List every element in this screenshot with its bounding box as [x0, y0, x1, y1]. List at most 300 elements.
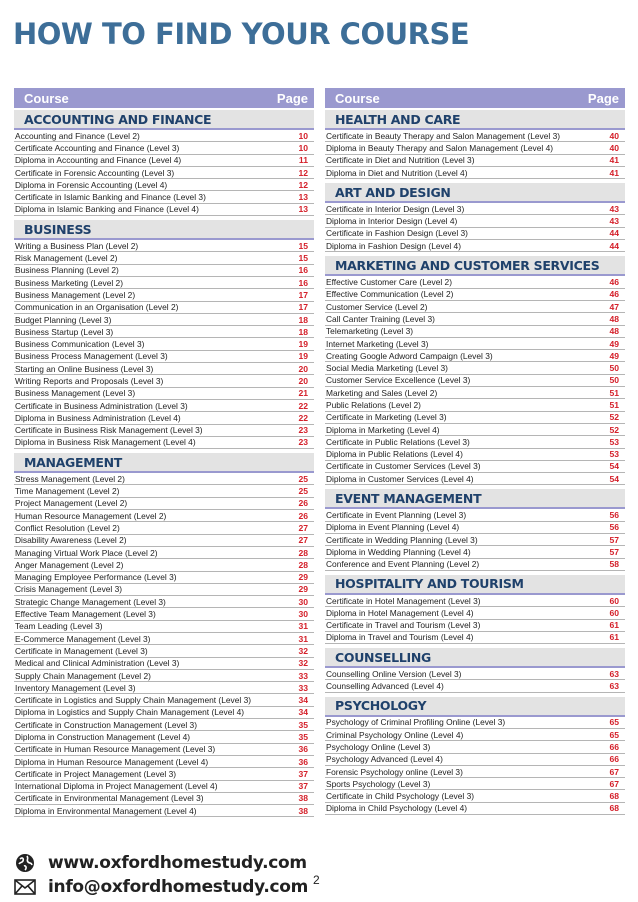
- course-page-number: 16: [298, 265, 308, 276]
- course-name: Certificate in Interior Design (Level 3): [326, 203, 465, 214]
- course-name: Diploma in Business Risk Management (Level 4): [15, 437, 196, 448]
- course-name: Certificate in Business Administration (Level 3): [15, 400, 188, 411]
- course-page-number: 63: [609, 681, 619, 692]
- course-row[interactable]: [325, 399, 625, 411]
- course-page-number: 52: [609, 424, 619, 435]
- course-name: Forensic Psychology online (Level 3): [326, 766, 463, 777]
- section-heading: [14, 453, 314, 473]
- course-page-number: 44: [609, 228, 619, 239]
- course-name: Certificate in Management (Level 3): [15, 645, 148, 656]
- course-name: Writing a Business Plan (Level 2): [15, 240, 139, 251]
- course-page-number: 68: [609, 791, 619, 802]
- course-name: Accounting and Finance (Level 2): [15, 130, 140, 141]
- course-row[interactable]: [325, 142, 625, 154]
- course-row[interactable]: [14, 658, 314, 670]
- course-row[interactable]: [325, 717, 625, 729]
- course-name: Marketing and Sales (Level 2): [326, 387, 438, 398]
- course-name: Diploma in Wedding Planning (Level 4): [326, 546, 471, 557]
- section-heading-label: HOSPITALITY AND TOURISM: [335, 576, 524, 592]
- course-row[interactable]: [325, 595, 625, 607]
- course-page-number: 31: [298, 621, 308, 632]
- course-row[interactable]: [14, 559, 314, 571]
- course-page-number: 25: [298, 473, 308, 484]
- course-page-number: 22: [298, 412, 308, 423]
- course-row[interactable]: [14, 204, 314, 216]
- course-row[interactable]: [325, 766, 625, 778]
- course-row[interactable]: [325, 449, 625, 461]
- course-name: Diploma in Hotel Management (Level 4): [326, 607, 474, 618]
- course-page-number: 32: [298, 645, 308, 656]
- course-name: Disability Awareness (Level 2): [15, 535, 127, 546]
- course-row[interactable]: [325, 754, 625, 766]
- course-page-number: 60: [609, 607, 619, 618]
- course-row[interactable]: [14, 707, 314, 719]
- course-name: Human Resource Management (Level 2): [15, 510, 167, 521]
- course-name: Certificate in Beauty Therapy and Salon Management (Level 3): [326, 130, 561, 141]
- course-page-number: 20: [298, 363, 308, 374]
- course-name: Diploma in Beauty Therapy and Salon Management (Level 4): [326, 142, 554, 153]
- section-heading: [14, 110, 314, 130]
- course-name: Diploma in Business Administration (Level 4): [15, 412, 181, 423]
- course-name: Certificate in Hotel Management (Level 3): [326, 595, 481, 606]
- course-name: Supply Chain Management (Level 2): [15, 670, 151, 681]
- course-row[interactable]: [14, 167, 314, 179]
- course-page-number: 61: [609, 632, 619, 643]
- course-row[interactable]: [14, 326, 314, 338]
- course-page-number: 18: [298, 326, 308, 337]
- section-heading-label: PSYCHOLOGY: [335, 698, 427, 714]
- course-row[interactable]: [14, 744, 314, 756]
- course-page-number: 34: [298, 695, 308, 706]
- section-heading-label: COUNSELLING: [335, 649, 431, 665]
- course-row[interactable]: [325, 276, 625, 288]
- course-row[interactable]: [325, 632, 625, 644]
- course-name: Starting an Online Business (Level 3): [15, 363, 154, 374]
- course-page-number: 56: [609, 510, 619, 521]
- course-name: Inventory Management (Level 3): [15, 682, 136, 693]
- course-row[interactable]: [14, 805, 314, 817]
- course-row[interactable]: [14, 596, 314, 608]
- page-column-label: Page: [276, 90, 308, 106]
- course-page-number: 41: [609, 167, 619, 178]
- course-page-number: 27: [298, 535, 308, 546]
- course-page-number: 33: [298, 682, 308, 693]
- course-row[interactable]: [325, 155, 625, 167]
- course-page-number: 57: [609, 534, 619, 545]
- course-page-number: 36: [298, 744, 308, 755]
- course-row[interactable]: [14, 289, 314, 301]
- course-row[interactable]: [325, 313, 625, 325]
- course-row[interactable]: [325, 607, 625, 619]
- course-row[interactable]: [325, 668, 625, 680]
- course-page-number: 51: [609, 399, 619, 410]
- course-page-number: 11: [298, 155, 308, 166]
- course-row[interactable]: [14, 191, 314, 203]
- course-page-number: 30: [298, 596, 308, 607]
- course-page-number: 51: [609, 387, 619, 398]
- course-name: Counselling Advanced (Level 4): [326, 681, 444, 692]
- course-page-number: 38: [298, 805, 308, 816]
- course-page-number: 37: [298, 768, 308, 779]
- course-page-number: 23: [298, 425, 308, 436]
- course-page-number: 52: [609, 412, 619, 423]
- course-name: Diploma in Event Planning (Level 4): [326, 522, 460, 533]
- course-page-number: 44: [609, 240, 619, 251]
- course-row[interactable]: [14, 498, 314, 510]
- course-row[interactable]: [14, 719, 314, 731]
- course-row[interactable]: [14, 338, 314, 350]
- course-page-number: 12: [298, 167, 308, 178]
- course-row[interactable]: [14, 682, 314, 694]
- course-row[interactable]: [325, 301, 625, 313]
- course-row[interactable]: [325, 741, 625, 753]
- course-page-number: 58: [609, 559, 619, 570]
- course-row[interactable]: [14, 400, 314, 412]
- course-page-number: 22: [298, 400, 308, 411]
- course-row[interactable]: [325, 326, 625, 338]
- course-name: Certificate in Business Risk Management (Level 3): [15, 425, 203, 436]
- course-name: Certificate in Environmental Management (Level 3): [15, 793, 204, 804]
- course-name: Certificate in Diet and Nutrition (Level 3): [326, 155, 475, 166]
- course-page-number: 48: [609, 326, 619, 337]
- course-page-number: 41: [609, 155, 619, 166]
- course-page-number: 63: [609, 668, 619, 679]
- course-row[interactable]: [325, 289, 625, 301]
- course-name: Call Canter Training (Level 3): [326, 313, 435, 324]
- course-row[interactable]: [325, 778, 625, 790]
- course-row[interactable]: [325, 436, 625, 448]
- course-page-number: 30: [298, 609, 308, 620]
- course-name: Diploma in Diet and Nutrition (Level 4): [326, 167, 468, 178]
- course-name: Business Management (Level 3): [15, 388, 136, 399]
- course-page-number: 53: [609, 436, 619, 447]
- course-page-number: 18: [298, 314, 308, 325]
- course-name: Certificate in Child Psychology (Level 3): [326, 791, 475, 802]
- course-name: Diploma in Logistics and Supply Chain Management (Level 4): [15, 707, 245, 718]
- course-name: Project Management (Level 2): [15, 498, 128, 509]
- course-page-number: 36: [298, 756, 308, 767]
- section-heading-label: EVENT MANAGEMENT: [335, 490, 482, 506]
- website-row: [14, 851, 308, 875]
- course-row[interactable]: [325, 375, 625, 387]
- course-row[interactable]: [14, 645, 314, 657]
- course-row[interactable]: [325, 534, 625, 546]
- course-row[interactable]: [14, 130, 314, 142]
- course-page-number: 43: [609, 203, 619, 214]
- course-name: Diploma in Fashion Design (Level 4): [326, 240, 461, 251]
- section-heading-label: HEALTH AND CARE: [335, 111, 461, 127]
- course-name: Criminal Psychology Online (Level 4): [326, 729, 464, 740]
- course-name: Social Media Marketing (Level 3): [326, 363, 448, 374]
- course-row[interactable]: [325, 412, 625, 424]
- course-row[interactable]: [325, 790, 625, 802]
- course-row[interactable]: [325, 387, 625, 399]
- course-page-number: 10: [298, 130, 308, 141]
- course-page-number: 53: [609, 449, 619, 460]
- course-row[interactable]: [14, 793, 314, 805]
- right-course-column: [325, 88, 625, 815]
- course-name: Effective Communication (Level 2): [326, 289, 454, 300]
- section-heading-label: BUSINESS: [24, 221, 92, 237]
- course-row[interactable]: [14, 437, 314, 449]
- course-row[interactable]: [14, 155, 314, 167]
- course-page-number: 16: [298, 277, 308, 288]
- course-name: Certificate in Forensic Accounting (Level 3): [15, 167, 175, 178]
- course-row[interactable]: [325, 680, 625, 692]
- page-number: 2: [313, 873, 320, 887]
- course-row[interactable]: [14, 694, 314, 706]
- section-heading-label: MANAGEMENT: [24, 454, 123, 470]
- course-row[interactable]: [325, 130, 625, 142]
- course-name: Diploma in Environmental Management (Level 4): [15, 805, 197, 816]
- course-row[interactable]: [14, 240, 314, 252]
- course-row[interactable]: [325, 522, 625, 534]
- course-name: Business Communication (Level 3): [15, 339, 145, 350]
- course-page-number: 29: [298, 572, 308, 583]
- course-row[interactable]: [14, 363, 314, 375]
- course-row[interactable]: [325, 424, 625, 436]
- left-course-column: [14, 88, 314, 817]
- course-page-number: 13: [298, 192, 308, 203]
- course-page-number: 68: [609, 803, 619, 814]
- course-page-number: 28: [298, 547, 308, 558]
- course-name: Public Relations (Level 2): [326, 399, 421, 410]
- course-row[interactable]: [14, 522, 314, 534]
- course-row[interactable]: [325, 473, 625, 485]
- course-name: Budget Planning (Level 3): [15, 314, 112, 325]
- course-name: Psychology Advanced (Level 4): [326, 754, 443, 765]
- course-page-number: 66: [609, 741, 619, 752]
- course-row[interactable]: [14, 584, 314, 596]
- section-heading: [325, 183, 625, 203]
- course-page-number: 21: [298, 388, 308, 399]
- course-name: Time Management (Level 2): [15, 486, 120, 497]
- course-page-number: 61: [609, 620, 619, 631]
- course-row[interactable]: [14, 756, 314, 768]
- course-name: Certificate in Event Planning (Level 3): [326, 510, 467, 521]
- course-page-number: 65: [609, 717, 619, 728]
- course-row[interactable]: [14, 388, 314, 400]
- course-page-number: 26: [298, 510, 308, 521]
- course-name: Diploma in Marketing (Level 4): [326, 424, 440, 435]
- email-link[interactable]: info@oxfordhomestudy.com: [48, 877, 309, 897]
- section-heading-label: ART AND DESIGN: [335, 184, 451, 200]
- course-column-label: Course: [335, 90, 380, 106]
- course-name: International Diploma in Project Management (Level 4): [15, 781, 218, 792]
- course-row[interactable]: [14, 314, 314, 326]
- column-header: [14, 88, 314, 108]
- course-row[interactable]: [14, 473, 314, 485]
- course-page-number: 15: [298, 240, 308, 251]
- course-name: Psychology Online (Level 3): [326, 741, 431, 752]
- section-heading: [325, 110, 625, 130]
- course-name: Effective Team Management (Level 3): [15, 609, 156, 620]
- course-row[interactable]: [14, 142, 314, 154]
- course-row[interactable]: [325, 362, 625, 374]
- course-name: Medical and Clinical Administration (Level 3): [15, 658, 180, 669]
- course-row[interactable]: [14, 535, 314, 547]
- course-name: Anger Management (Level 2): [15, 559, 124, 570]
- course-name: Certificate in Construction Management (Level 3): [15, 719, 198, 730]
- envelope-icon: [14, 877, 36, 897]
- course-page-number: 57: [609, 546, 619, 557]
- course-row[interactable]: [325, 546, 625, 558]
- course-page-number: 27: [298, 522, 308, 533]
- course-name: Business Startup (Level 3): [15, 326, 114, 337]
- email-row: [14, 875, 308, 899]
- course-name: Diploma in Public Relations (Level 4): [326, 449, 463, 460]
- page-column-label: Page: [587, 90, 619, 106]
- course-row[interactable]: [14, 621, 314, 633]
- course-page-number: 26: [298, 498, 308, 509]
- contact-footer: [14, 851, 308, 899]
- course-page-number: 35: [298, 732, 308, 742]
- course-row[interactable]: [325, 350, 625, 362]
- course-row[interactable]: [14, 510, 314, 522]
- course-name: Customer Service (Level 2): [326, 301, 428, 312]
- course-name: Certificate in Public Relations (Level 3): [326, 436, 470, 447]
- course-page-number: 40: [609, 142, 619, 153]
- section-heading: [325, 575, 625, 595]
- course-row[interactable]: [325, 461, 625, 473]
- course-row[interactable]: [325, 509, 625, 521]
- course-name: Conflict Resolution (Level 2): [15, 522, 120, 533]
- course-row[interactable]: [14, 302, 314, 314]
- section-heading: [325, 489, 625, 509]
- course-page-number: 35: [298, 719, 308, 730]
- course-row[interactable]: [325, 729, 625, 741]
- course-name: Psychology of Criminal Profiling Online (Level 3): [326, 717, 506, 728]
- course-name: Certificate in Marketing (Level 3): [326, 412, 447, 423]
- course-row[interactable]: [14, 547, 314, 559]
- course-page-number: 19: [298, 351, 308, 362]
- course-row[interactable]: [14, 252, 314, 264]
- course-page-number: 66: [609, 754, 619, 765]
- course-row[interactable]: [325, 559, 625, 571]
- course-page-number: 33: [298, 670, 308, 681]
- course-name: Certificate in Wedding Planning (Level 3): [326, 534, 478, 545]
- course-row[interactable]: [325, 167, 625, 179]
- course-page-number: 20: [298, 375, 308, 386]
- course-page-number: 17: [298, 302, 308, 313]
- course-name: Writing Reports and Proposals (Level 3): [15, 375, 164, 386]
- course-row[interactable]: [14, 375, 314, 387]
- section-heading: [325, 648, 625, 668]
- course-row[interactable]: [14, 277, 314, 289]
- course-name: Diploma in Accounting and Finance (Level 4): [15, 155, 182, 166]
- course-name: Communication in an Organisation (Level 2): [15, 302, 179, 313]
- course-name: Business Process Management (Level 3): [15, 351, 168, 362]
- course-row[interactable]: [325, 203, 625, 215]
- course-page-number: 31: [298, 633, 308, 644]
- course-row[interactable]: [14, 731, 314, 743]
- course-name: Diploma in Interior Design (Level 4): [326, 216, 458, 227]
- course-page-number: 40: [609, 130, 619, 141]
- course-row[interactable]: [14, 485, 314, 497]
- course-row[interactable]: [14, 351, 314, 363]
- course-name: Certificate in Customer Services (Level 3): [326, 461, 481, 472]
- course-page-number: 38: [298, 793, 308, 804]
- course-page-number: 56: [609, 522, 619, 533]
- course-name: Internet Marketing (Level 3): [326, 338, 429, 349]
- course-row[interactable]: [14, 608, 314, 620]
- course-page-number: 32: [298, 658, 308, 669]
- course-row[interactable]: [14, 425, 314, 437]
- course-row[interactable]: [325, 803, 625, 815]
- course-row[interactable]: [14, 670, 314, 682]
- course-row[interactable]: [14, 265, 314, 277]
- course-name: Certificate in Islamic Banking and Finance (Level 3): [15, 192, 206, 203]
- course-name: Diploma in Customer Services (Level 4): [326, 473, 474, 484]
- course-page-number: 43: [609, 216, 619, 227]
- course-page-number: 50: [609, 375, 619, 386]
- course-row[interactable]: [325, 240, 625, 252]
- course-row[interactable]: [14, 633, 314, 645]
- section-heading: [325, 697, 625, 717]
- course-name: Crisis Management (Level 3): [15, 584, 123, 595]
- course-name: Strategic Change Management (Level 3): [15, 596, 166, 607]
- section-heading: [14, 220, 314, 240]
- course-page-number: 54: [609, 473, 619, 484]
- course-row[interactable]: [14, 179, 314, 191]
- course-name: Risk Management (Level 2): [15, 253, 118, 264]
- course-name: Team Leading (Level 3): [15, 621, 103, 632]
- course-name: Managing Employee Performance (Level 3): [15, 572, 177, 583]
- course-row[interactable]: [14, 781, 314, 793]
- website-link[interactable]: www.oxfordhomestudy.com: [48, 853, 307, 873]
- course-column-label: Course: [24, 90, 69, 106]
- course-page-number: 19: [298, 339, 308, 350]
- course-row[interactable]: [325, 338, 625, 350]
- course-name: Managing Virtual Work Place (Level 2): [15, 547, 158, 558]
- course-name: Diploma in Construction Management (Level 4): [15, 732, 191, 742]
- course-page-number: 48: [609, 313, 619, 324]
- course-page-number: 67: [609, 766, 619, 777]
- course-page-number: 50: [609, 363, 619, 374]
- course-page-number: 25: [298, 486, 308, 497]
- column-header: [325, 88, 625, 108]
- course-row[interactable]: [14, 572, 314, 584]
- course-page-number: 60: [609, 595, 619, 606]
- section-heading-label: MARKETING AND CUSTOMER SERVICES: [335, 257, 600, 273]
- course-row[interactable]: [14, 768, 314, 780]
- course-name: Diploma in Human Resource Management (Level 4): [15, 756, 209, 767]
- course-page-number: 47: [609, 301, 619, 312]
- course-page-number: 49: [609, 350, 619, 361]
- course-row[interactable]: [325, 620, 625, 632]
- course-page-number: 28: [298, 559, 308, 570]
- course-page-number: 67: [609, 778, 619, 789]
- course-name: Certificate in Human Resource Management (Level 3): [15, 744, 216, 755]
- course-name: Effective Customer Care (Level 2): [326, 277, 452, 288]
- globe-icon: [14, 853, 36, 873]
- course-page-number: 23: [298, 437, 308, 448]
- course-row[interactable]: [325, 215, 625, 227]
- course-row[interactable]: [14, 412, 314, 424]
- course-page-number: 17: [298, 289, 308, 300]
- course-page-number: 54: [609, 461, 619, 472]
- course-name: Certificate in Fashion Design (Level 3): [326, 228, 468, 239]
- course-name: Stress Management (Level 2): [15, 473, 125, 484]
- course-name: Business Planning (Level 2): [15, 265, 119, 276]
- course-page-number: 37: [298, 781, 308, 792]
- course-page-number: 46: [609, 289, 619, 300]
- course-row[interactable]: [325, 228, 625, 240]
- course-name: E-Commerce Management (Level 3): [15, 633, 151, 644]
- course-name: Diploma in Travel and Tourism (Level 4): [326, 632, 474, 643]
- course-name: Certificate in Project Management (Level 3): [15, 768, 177, 779]
- course-name: Diploma in Forensic Accounting (Level 4): [15, 179, 168, 190]
